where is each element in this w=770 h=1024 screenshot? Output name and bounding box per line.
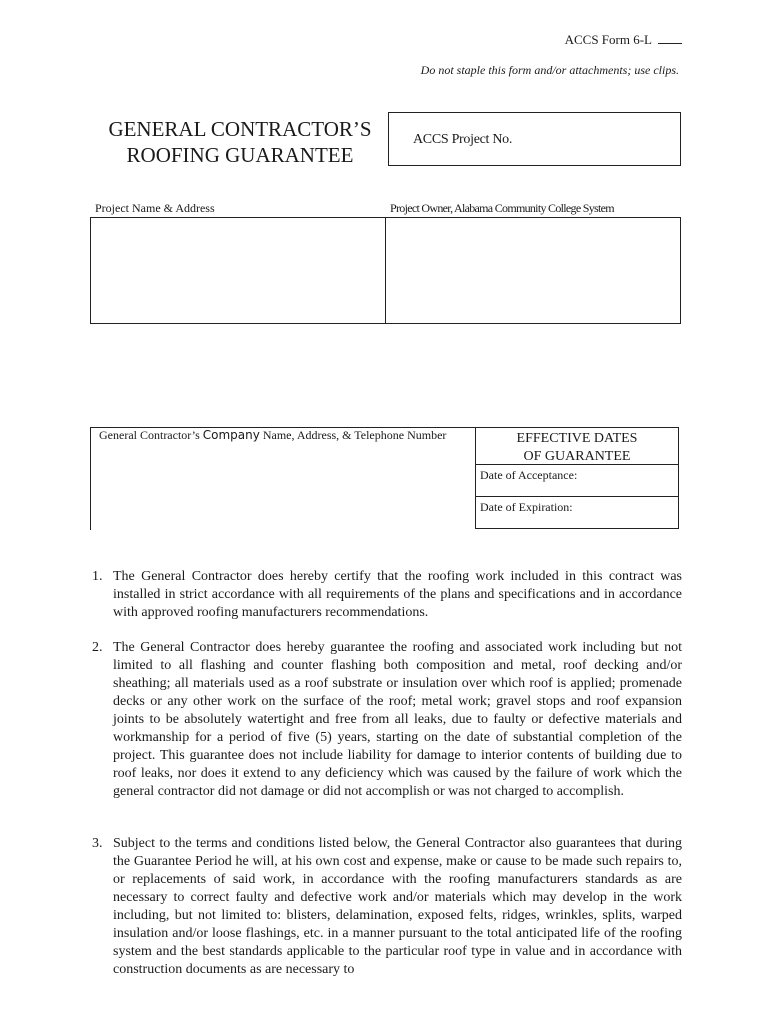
expiration-date-label: Date of Expiration: [480,500,573,514]
staple-notice: Do not staple this form and/or attachments; use clips. [420,63,679,77]
form-number [565,32,682,48]
paragraph-3 [92,835,682,979]
project-number-field[interactable] [388,112,681,166]
paragraph-text: Subject to the terms and conditions listed below, the General Contractor also guarantees that during the Guarantee Period he will, at his own cost and expense, make or cause to be made such repairs to, or replacements of said work, in accordance with the roofing manufacturers standards as are necessary to correct faulty and defective work and/or materials which may develop in the work including, but not limited to: blisters, delamination, exposed felts, ridges, wrinkles, splits, warped insulation and/or loose flashings, etc. in a manner pursuant to the total anticipated life of the roofing system and the best standards applicable to the particular roof type in value and in accordance with construction documents as are necessary to [113,836,682,977]
effective-dates-title [476,430,678,466]
paragraph-text: The General Contractor does hereby certify that the roofing work included in this contract was installed in strict accordance with all requirements of the plans and specifications and in accordance with approved roofing manufacturers recommendations. [113,569,682,620]
contractor-info-label [99,428,446,443]
form-version-blank[interactable] [658,33,682,44]
project-number-label: ACCS Project No. [413,132,513,147]
contractor-label-company: Company [202,428,260,442]
paragraph-2 [92,639,682,801]
contractor-label-suffix: Name, Address, & Telephone Number [259,428,447,442]
title-line-2: ROOFING GUARANTEE [126,143,354,167]
paragraph-number: 3. [92,836,103,851]
acceptance-date-label: Date of Acceptance: [480,468,578,482]
effective-dates-box [475,427,679,529]
contractor-label-prefix: General Contractor’s [99,428,203,442]
project-name-label: Project Name & Address [95,201,215,215]
effective-title-line-2: OF GUARANTEE [523,449,631,464]
project-owner-field[interactable] [385,217,681,324]
project-name-field[interactable] [90,217,386,324]
paragraph-1 [92,568,682,622]
paragraph-number: 2. [92,640,103,655]
expiration-date-field[interactable] [476,496,678,528]
form-number-text: ACCS Form 6-L [564,32,652,47]
effective-title-line-1: EFFECTIVE DATES [516,431,638,446]
paragraph-text: The General Contractor does hereby guarantee the roofing and associated work including but not limited to all flashing and counter flashing both composition and metal, roof decking and/or sheathing; all materials used as a roof substrate or insulation over which roof is applied; promenade decks or any other work on the surface of the roof; metal work; gravel stops and roof expansion joints to be absolutely watertight and free from all leaks, due to faulty or defective materials and workmanship for a period of five (5) years, starting on the date of substantial completion of the project. This guarantee does not include liability for damage to interior contents of building due to roof leaks, nor does it extend to any deficiency which was caused by the failure of work which the general contractor did not damage or did not accomplish or was not charged to accomplish. [113,640,682,799]
paragraph-number: 1. [92,569,103,584]
title-line-1: GENERAL CONTRACTOR’S [108,117,372,141]
acceptance-date-field[interactable] [476,464,678,496]
page-title [92,116,388,168]
project-owner-label: Project Owner, Alabama Community College System [390,201,614,215]
